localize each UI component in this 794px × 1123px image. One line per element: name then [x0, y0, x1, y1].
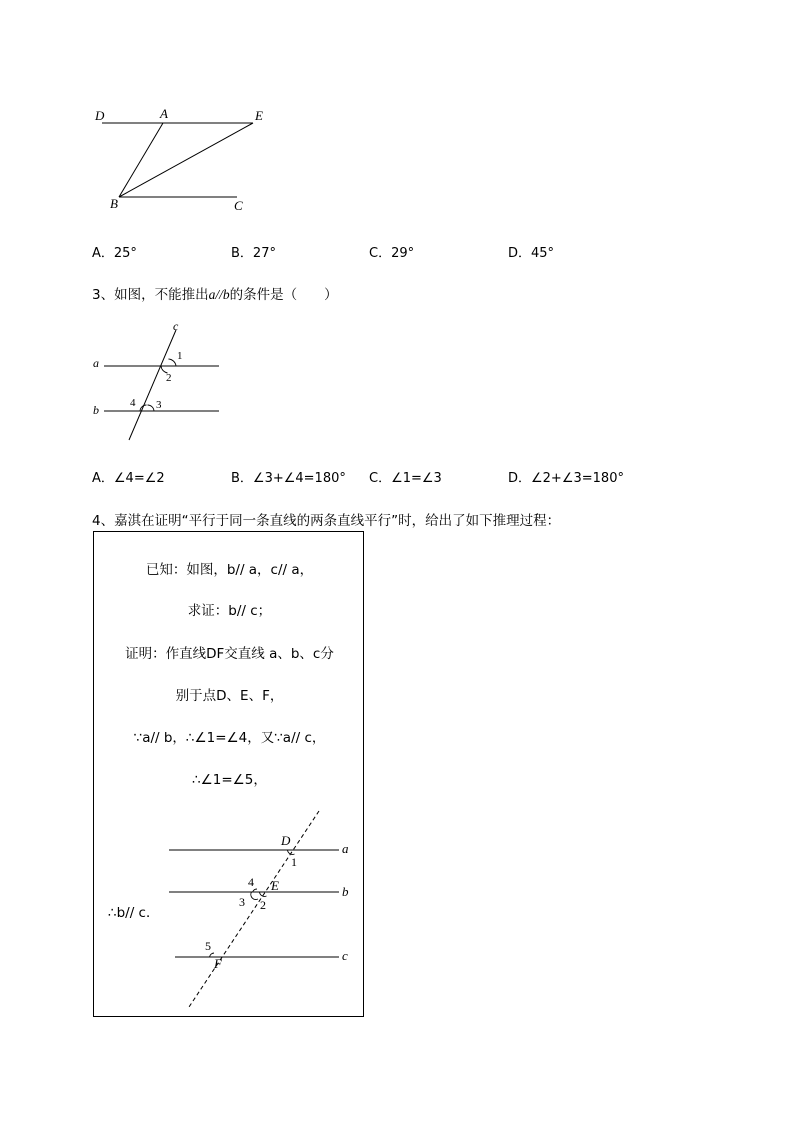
angle-2-label: 2 [260, 898, 266, 912]
proof-line-5: ∵a// b，∴∠1=∠4，又∵a// c， [133, 730, 326, 746]
angle-2-arc [260, 892, 267, 896]
angle-3-arc [251, 892, 258, 899]
angle-4-arc [140, 405, 147, 411]
q2-option-b: B．27° [231, 246, 276, 261]
label-F: F [214, 956, 222, 971]
proof-line-6: ∴∠1=∠5， [192, 772, 267, 788]
angle-1-label: 1 [291, 855, 297, 869]
label-c: c [342, 948, 348, 963]
label-D: D [95, 108, 105, 123]
q3-stem-post: 的条件是（ ） [229, 287, 338, 303]
label-b: b [93, 403, 99, 417]
q3-option-b: B．∠3+∠4=180° [231, 471, 346, 486]
label-b: b [342, 884, 349, 899]
q3-stem-par: // [215, 287, 223, 302]
angle-3-arc [148, 405, 155, 411]
q4-stem: 4、嘉淇在证明“平行于同一条直线的两条直线平行”时，给出了如下推理过程： [92, 513, 561, 529]
q3-option-c: C．∠1=∠3 [369, 471, 442, 486]
label-A: A [160, 106, 168, 121]
label-B: B [110, 196, 118, 211]
line-DF-dashed [189, 811, 319, 1007]
proof-line-3: 证明：作直线DF交直线 a、b、c分 [125, 646, 334, 662]
angle-1-arc [288, 850, 295, 854]
angle-1-label: 1 [177, 350, 183, 362]
line-c [129, 330, 176, 440]
q3-figure [88, 318, 228, 444]
angle-3-label: 3 [239, 895, 245, 909]
proof-to-prove: 求证：b// c； [187, 603, 272, 619]
q2-option-c: C．29° [369, 246, 415, 261]
q3-stem-pre: 3、如图，不能推出 [92, 287, 209, 303]
q3-option-a: A．∠4=∠2 [92, 471, 165, 486]
proof-box [93, 531, 364, 1017]
q3-stem-a: a [208, 287, 216, 302]
angle-1-arc [169, 359, 177, 366]
q3-stem [92, 283, 338, 303]
label-E: E [271, 878, 279, 893]
q4-figure [164, 802, 359, 1012]
label-E: E [255, 108, 263, 123]
label-a: a [342, 841, 349, 856]
q2-option-d: D．45° [508, 246, 555, 261]
angle-4-label: 4 [130, 397, 136, 409]
angle-5-label: 5 [205, 939, 211, 953]
line-BE [119, 123, 253, 197]
label-a: a [93, 356, 99, 370]
proof-line-4: 别于点D、E、F， [175, 688, 284, 704]
label-c: c [173, 319, 179, 333]
label-D: D [281, 833, 291, 848]
angle-3-label: 3 [156, 399, 162, 411]
proof-conclusion: ∴b// c． [108, 905, 160, 921]
label-C: C [234, 198, 243, 213]
q3-option-d: D．∠2+∠3=180° [508, 471, 624, 486]
q2-option-a: A．25° [92, 246, 137, 261]
angle-2-label: 2 [166, 372, 172, 384]
proof-given: 已知：如图，b// a，c// a， [145, 562, 314, 578]
line-AB [119, 123, 163, 197]
angle-4-label: 4 [248, 875, 254, 889]
q3-stem-b: b [222, 287, 230, 302]
q2-figure [90, 100, 280, 220]
